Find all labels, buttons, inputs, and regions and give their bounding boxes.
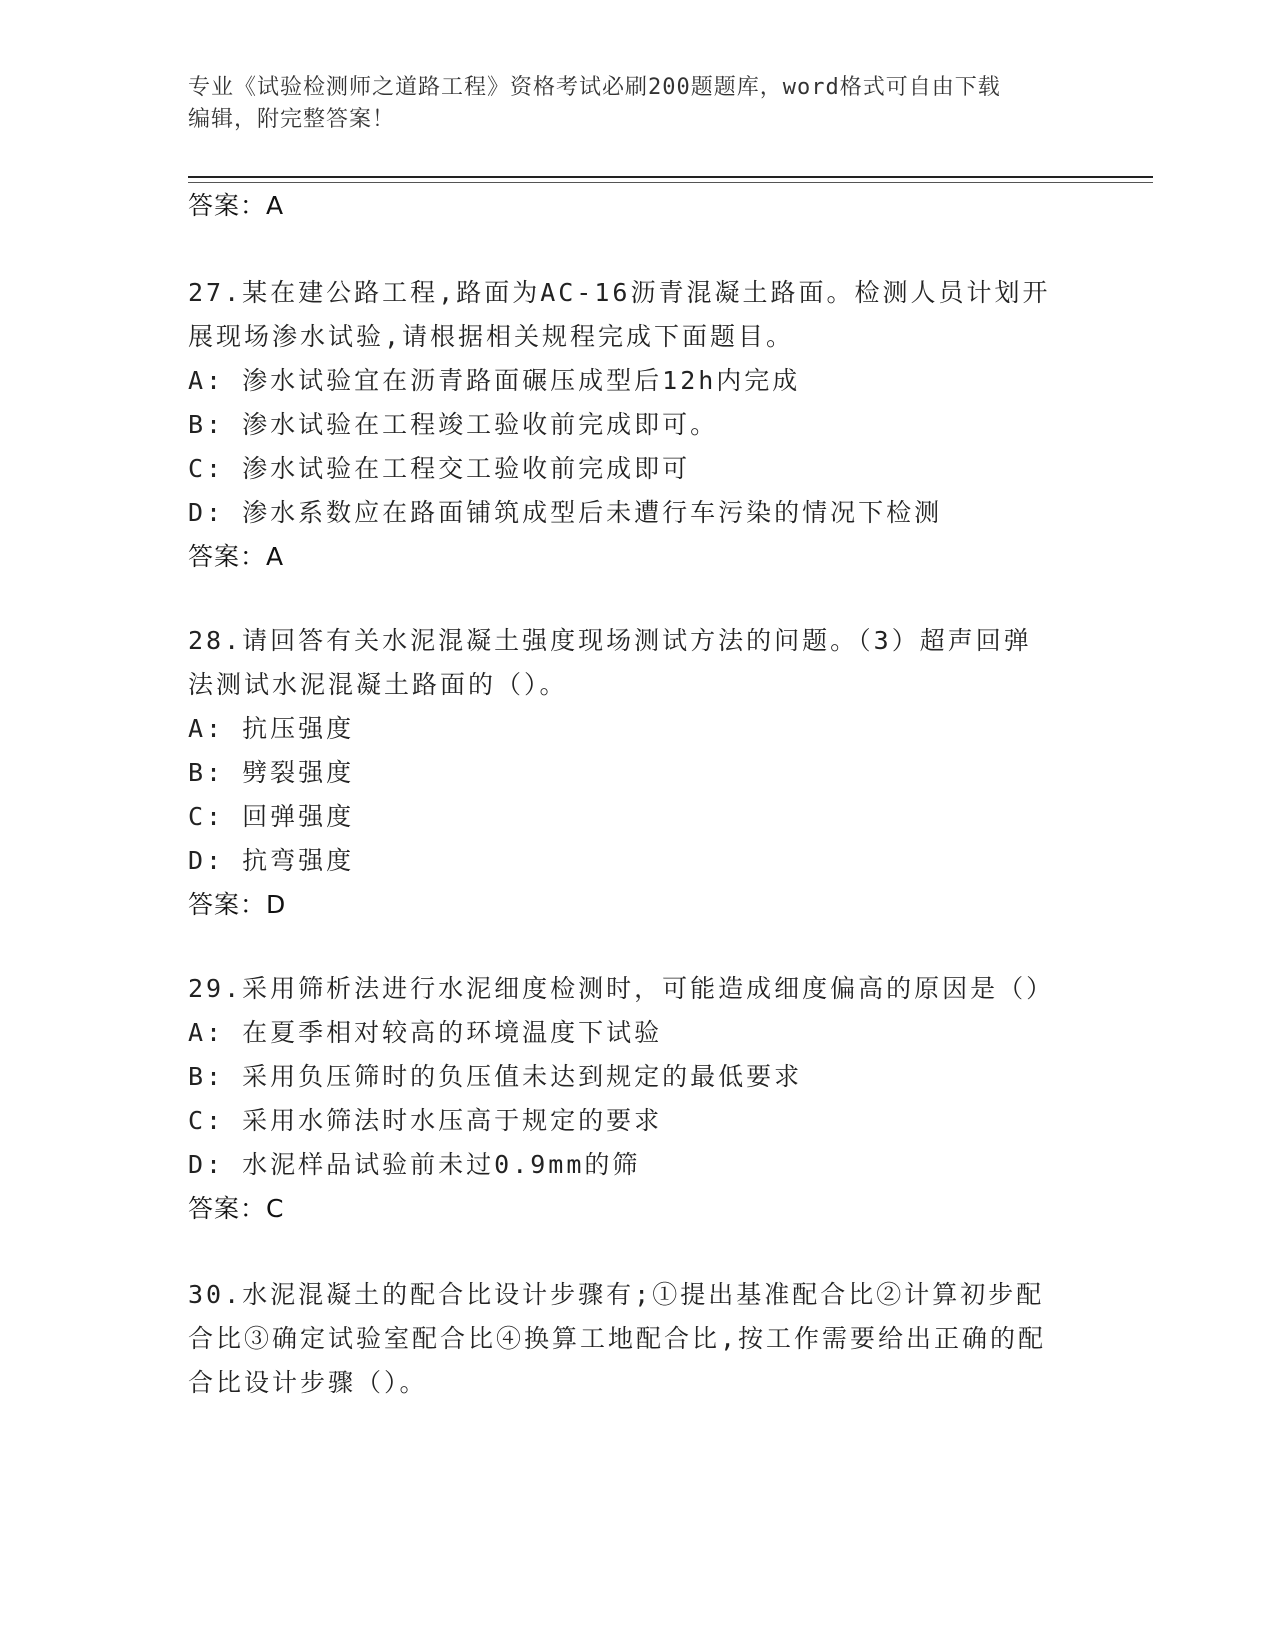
q28-stem-line-1: 28.请回答有关水泥混凝土强度现场测试方法的问题。（3）超声回弹 (188, 626, 1032, 655)
q27-option-b: B: 渗水试验在工程竣工验收前完成即可。 (188, 410, 719, 439)
q29-option-d: D: 水泥样品试验前未过0.9mm的筛 (188, 1150, 641, 1179)
q27-stem-line-2: 展现场渗水试验,请根据相关规程完成下面题目。 (188, 322, 795, 351)
answer-26: 答案：A (188, 191, 285, 220)
header-divider-thin (188, 182, 1153, 183)
q28-option-a: A: 抗压强度 (188, 714, 355, 743)
q29-stem-line-1: 29.采用筛析法进行水泥细度检测时，可能造成细度偏高的原因是（） (188, 974, 1055, 1003)
q27-option-a: A: 渗水试验宜在沥青路面碾压成型后12h内完成 (188, 366, 801, 395)
q27-option-d: D: 渗水系数应在路面铺筑成型后未遭行车污染的情况下检测 (188, 498, 943, 527)
q27-answer: 答案：A (188, 542, 285, 571)
q28-option-d: D: 抗弯强度 (188, 846, 355, 875)
header-divider (188, 176, 1153, 178)
q29-option-b: B: 采用负压筛时的负压值未达到规定的最低要求 (188, 1062, 803, 1091)
q28-answer: 答案：D (188, 890, 287, 919)
q30-stem-line-2: 合比③确定试验室配合比④换算工地配合比,按工作需要给出正确的配 (188, 1324, 1047, 1353)
q30-stem-line-3: 合比设计步骤（）。 (188, 1368, 428, 1397)
document-header (188, 72, 1088, 136)
q28-option-b: B: 劈裂强度 (188, 758, 355, 787)
q29-answer: 答案：C (188, 1194, 285, 1223)
q30-stem-line-1: 30.水泥混凝土的配合比设计步骤有;①提出基准配合比②计算初步配 (188, 1280, 1045, 1309)
q28-stem-line-2: 法测试水泥混凝土路面的（）。 (188, 670, 568, 699)
q27-stem-line-1: 27.某在建公路工程,路面为AC-16沥青混凝土路面。检测人员计划开 (188, 278, 1051, 307)
q28-option-c: C: 回弹强度 (188, 802, 355, 831)
header-line-1: 专业《试验检测师之道路工程》资格考试必刷200题题库，word格式可自由下载 (188, 75, 1001, 100)
q29-option-a: A: 在夏季相对较高的环境温度下试验 (188, 1018, 663, 1047)
header-line-2: 编辑，附完整答案！ (188, 107, 396, 132)
q29-option-c: C: 采用水筛法时水压高于规定的要求 (188, 1106, 663, 1135)
q27-option-c: C: 渗水试验在工程交工验收前完成即可 (188, 454, 691, 483)
